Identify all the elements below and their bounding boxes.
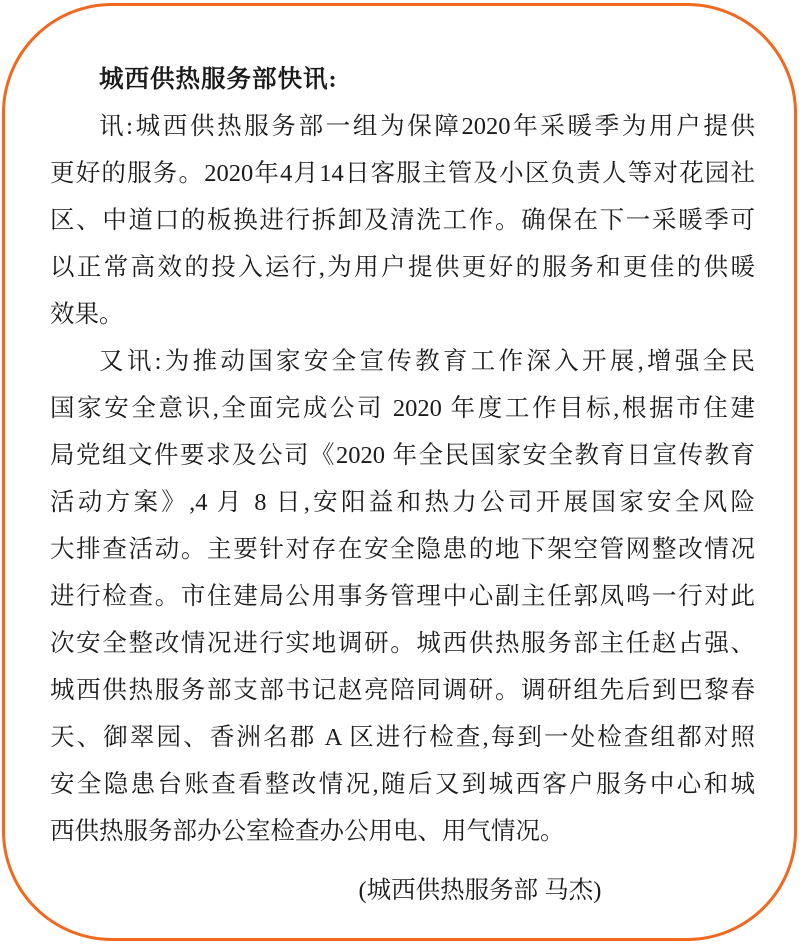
signature-line: (城西供热服务部 马杰) — [358, 877, 602, 904]
paragraph-line: 次安全整改情况进行实地调研。城西供热服务部主任赵占强、 — [50, 630, 755, 657]
paragraph-news-2 — [50, 338, 755, 855]
paragraph-line: 进行检查。市住建局公用事务管理中心副主任郭凤鸣一行对此 — [50, 583, 755, 610]
paragraph-line: 国家安全意识,全面完成公司 2020 年度工作目标,根据市住建 — [50, 395, 755, 422]
paragraph-news-1 — [50, 103, 755, 338]
paragraph-line: 又讯:为推动国家安全宣传教育工作深入开展,增强全民 — [99, 348, 755, 375]
document-title: 城西供热服务部快讯: — [99, 66, 338, 93]
paragraph-line: 更好的服务。2020年4月14日客服主管及小区负责人等对花园社 — [50, 160, 755, 187]
paragraph-line: 城西供热服务部支部书记赵亮陪同调研。调研组先后到巴黎春 — [50, 677, 755, 704]
paragraph-line: 西供热服务部办公室检查办公用电、用气情况。 — [50, 818, 565, 845]
paragraph-line: 效果。 — [50, 301, 124, 328]
paragraph-line: 区、中道口的板换进行拆卸及清洗工作。确保在下一采暖季可 — [50, 207, 755, 234]
paragraph-line: 大排查活动。主要针对存在安全隐患的地下架空管网整改情况 — [50, 536, 755, 563]
paragraph-line: 局党组文件要求及公司《2020 年全民国家安全教育日宣传教育 — [50, 442, 755, 469]
paragraph-line: 以正常高效的投入运行,为用户提供更好的服务和更佳的供暖 — [50, 254, 755, 281]
paragraph-line: 讯:城西供热服务部一组为保障2020年采暖季为用户提供 — [99, 113, 755, 140]
paragraph-line: 天、御翠园、香洲名郡 A 区进行检查,每到一处检查组都对照 — [50, 724, 755, 751]
paragraph-line: 活动方案》,4 月 8 日,安阳益和热力公司开展国家安全风险 — [50, 489, 755, 516]
paragraph-line: 安全隐患台账查看整改情况,随后又到城西客户服务中心和城 — [50, 771, 755, 798]
